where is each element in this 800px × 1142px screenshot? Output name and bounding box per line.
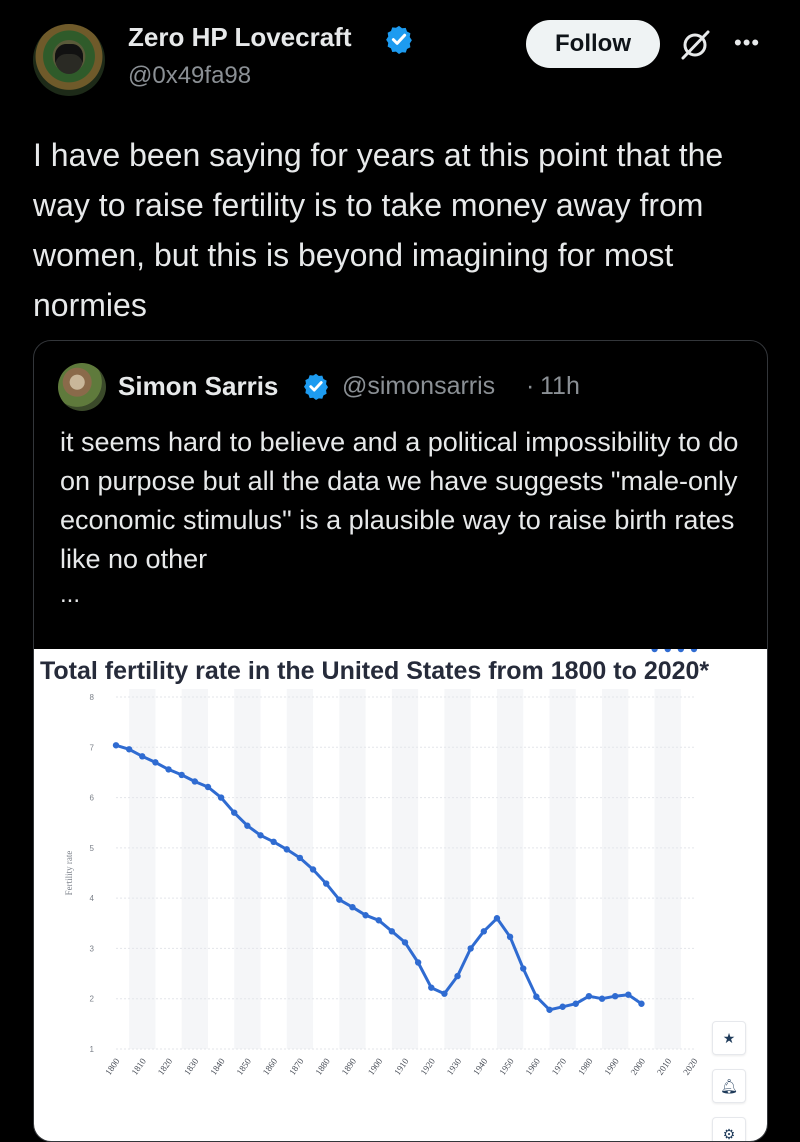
x-tick-label: 2020 bbox=[681, 1056, 700, 1077]
y-tick-label: 4 bbox=[89, 894, 94, 904]
x-tick-label: 1890 bbox=[339, 1056, 359, 1077]
data-point bbox=[665, 649, 671, 652]
data-point bbox=[428, 984, 434, 990]
grid-stripe bbox=[392, 689, 418, 1049]
x-tick-label: 1980 bbox=[576, 1056, 595, 1077]
grid-stripe bbox=[655, 689, 681, 1049]
x-tick-label: 1960 bbox=[523, 1056, 543, 1077]
y-tick-label: 8 bbox=[89, 693, 94, 702]
data-point bbox=[205, 784, 211, 790]
x-tick-label: 1810 bbox=[129, 1056, 148, 1077]
grid-stripe bbox=[444, 689, 470, 1049]
y-tick-label: 5 bbox=[89, 843, 94, 853]
x-tick-label: 1920 bbox=[418, 1056, 437, 1077]
data-point bbox=[113, 742, 119, 748]
tweet-header bbox=[0, 0, 800, 110]
x-tick-label: 1940 bbox=[470, 1056, 490, 1077]
x-tick-label: 1970 bbox=[549, 1056, 569, 1077]
data-point bbox=[231, 809, 237, 815]
x-tick-label: 1850 bbox=[234, 1056, 254, 1077]
data-point bbox=[349, 904, 355, 910]
x-tick-label: 1880 bbox=[313, 1056, 332, 1077]
data-point bbox=[284, 846, 290, 852]
data-point bbox=[244, 823, 250, 829]
data-point bbox=[441, 990, 447, 996]
data-point bbox=[270, 839, 276, 845]
author-avatar[interactable] bbox=[33, 24, 105, 96]
data-point bbox=[651, 649, 657, 652]
x-tick-label: 1870 bbox=[287, 1056, 306, 1077]
quoted-author-name[interactable]: Simon Sarris bbox=[118, 371, 279, 401]
grid-stripe bbox=[234, 689, 260, 1049]
data-point bbox=[218, 794, 224, 800]
grid-stripe bbox=[550, 689, 576, 1049]
follow-button[interactable]: Follow bbox=[526, 20, 660, 68]
data-point bbox=[323, 880, 329, 886]
data-point bbox=[520, 965, 526, 971]
gear-icon[interactable]: ⚙ bbox=[712, 1117, 746, 1142]
x-tick-label: 1840 bbox=[208, 1056, 227, 1077]
data-point bbox=[362, 912, 368, 918]
quoted-author-avatar[interactable] bbox=[58, 363, 106, 411]
fertility-chart bbox=[34, 649, 767, 1141]
data-point bbox=[389, 928, 395, 934]
bell-icon[interactable]: 🔔︎ bbox=[712, 1069, 746, 1103]
data-point bbox=[376, 917, 382, 923]
separator-dot: · bbox=[526, 372, 535, 400]
y-tick-label: 2 bbox=[89, 994, 94, 1004]
chart-image[interactable] bbox=[34, 649, 767, 1141]
quoted-text: it seems hard to believe and a political impossibility to do on purpose but all the data we have suggests "male-only economic stimulus" is a plausible way to raise birth rates like no other bbox=[60, 427, 739, 574]
data-point bbox=[139, 753, 145, 759]
data-point bbox=[415, 959, 421, 965]
data-point bbox=[599, 996, 605, 1002]
data-point bbox=[481, 928, 487, 934]
x-tick-label: 1990 bbox=[602, 1056, 621, 1077]
data-point bbox=[494, 915, 500, 921]
x-tick-label: 1910 bbox=[392, 1056, 411, 1077]
x-tick-label: 1820 bbox=[155, 1056, 175, 1077]
data-point bbox=[559, 1004, 565, 1010]
quoted-tweet[interactable] bbox=[33, 340, 768, 1142]
data-point bbox=[165, 766, 171, 772]
data-point bbox=[678, 649, 684, 652]
data-point bbox=[178, 772, 184, 778]
data-point bbox=[336, 896, 342, 902]
chart-title: Total fertility rate in the United States from 1800 to 2020* bbox=[40, 657, 710, 685]
y-axis-label: Fertility rate bbox=[64, 850, 74, 896]
verified-badge-icon bbox=[384, 24, 414, 54]
data-point bbox=[310, 866, 316, 872]
grid-stripe bbox=[339, 689, 365, 1049]
data-point bbox=[402, 939, 408, 945]
data-point bbox=[257, 832, 263, 838]
data-point bbox=[612, 993, 618, 999]
data-point bbox=[126, 746, 132, 752]
data-point bbox=[454, 973, 460, 979]
author-name[interactable]: Zero HP Lovecraft bbox=[128, 22, 352, 52]
grid-stripe bbox=[287, 689, 313, 1049]
x-tick-label: 1900 bbox=[365, 1056, 385, 1077]
grok-icon[interactable] bbox=[678, 28, 712, 62]
x-tick-label: 1930 bbox=[444, 1056, 464, 1077]
quoted-timestamp[interactable]: 11h bbox=[540, 372, 580, 400]
data-point bbox=[533, 994, 539, 1000]
data-point bbox=[573, 1001, 579, 1007]
y-tick-label: 1 bbox=[89, 1045, 94, 1054]
data-point bbox=[297, 855, 303, 861]
data-point bbox=[625, 991, 631, 997]
x-tick-label: 1950 bbox=[497, 1056, 516, 1077]
show-more-ellipsis[interactable]: ... bbox=[60, 581, 81, 608]
more-options-icon[interactable]: ••• bbox=[734, 30, 761, 55]
y-tick-label: 3 bbox=[89, 944, 94, 954]
grid-stripe bbox=[182, 689, 208, 1049]
grid-stripe bbox=[497, 689, 523, 1049]
quoted-author-handle[interactable]: @simonsarris bbox=[342, 372, 496, 400]
author-handle[interactable]: @0x49fa98 bbox=[128, 62, 252, 89]
data-point bbox=[546, 1007, 552, 1013]
data-point bbox=[152, 759, 158, 765]
verified-badge-icon bbox=[302, 372, 330, 400]
x-tick-label: 1800 bbox=[103, 1056, 122, 1077]
x-tick-label: 2010 bbox=[654, 1056, 674, 1077]
x-tick-label: 2000 bbox=[628, 1056, 648, 1077]
data-point bbox=[586, 993, 592, 999]
y-tick-label: 7 bbox=[89, 743, 94, 753]
data-point bbox=[691, 649, 697, 652]
y-tick-label: 6 bbox=[89, 793, 94, 803]
star-icon[interactable]: ★ bbox=[712, 1021, 746, 1055]
data-point bbox=[192, 778, 198, 784]
grid-stripe bbox=[129, 689, 155, 1049]
data-point bbox=[638, 1001, 644, 1007]
x-tick-label: 1860 bbox=[260, 1056, 280, 1077]
data-point bbox=[507, 934, 513, 940]
tweet-text: I have been saying for years at this point that the way to raise fertility is to take money away from women, but this is beyond imagining for most normies bbox=[33, 137, 724, 323]
x-tick-label: 1830 bbox=[181, 1056, 201, 1077]
data-point bbox=[467, 945, 473, 951]
